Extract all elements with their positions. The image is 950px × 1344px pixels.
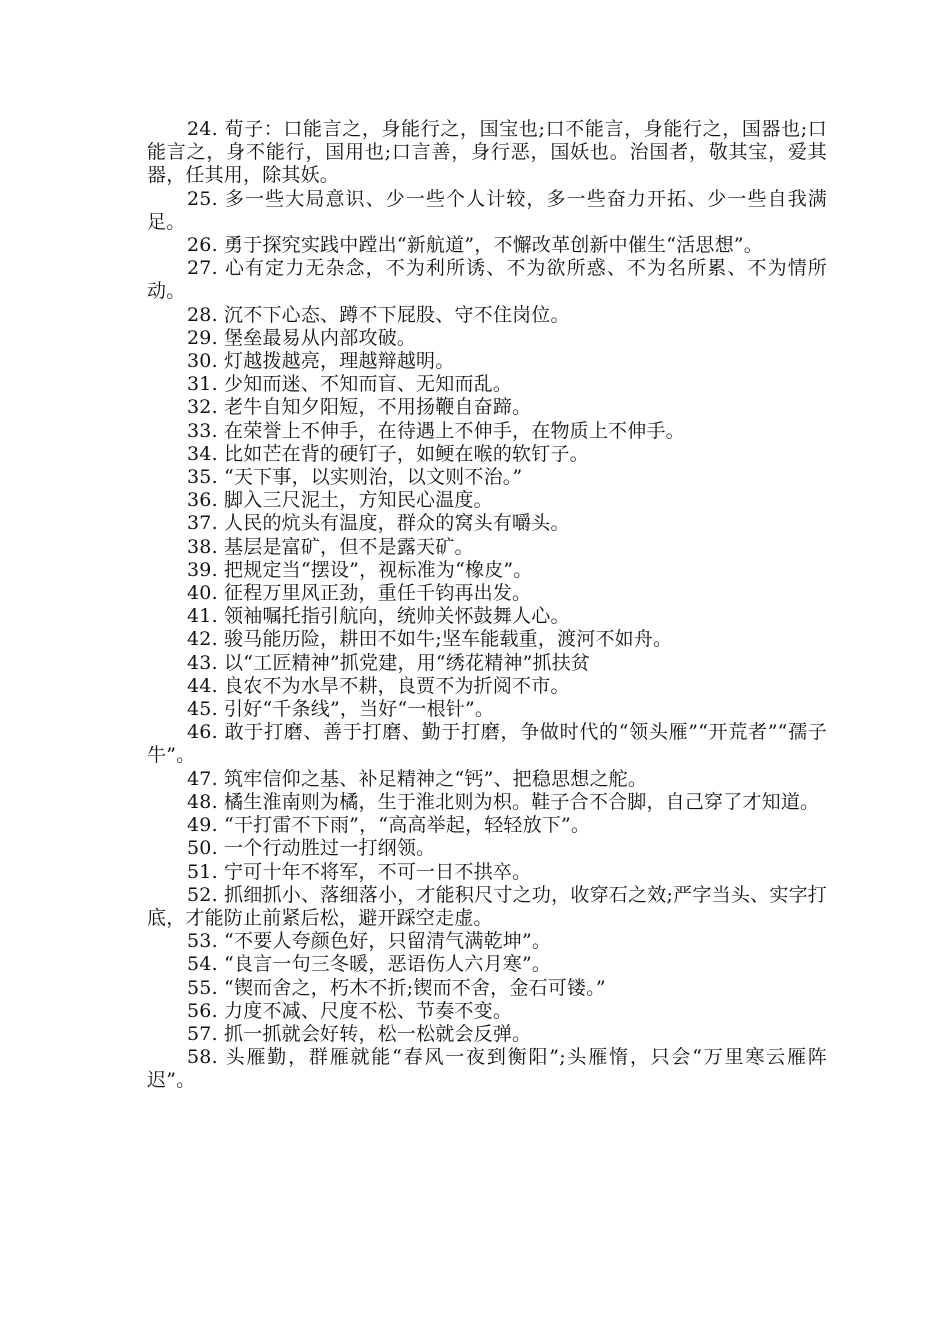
list-item: 36. 脚入三尺泥土，方知民心温度。 xyxy=(187,489,493,512)
list-item: 53. “不要人夸颜色好，只留清气满乾坤”。 xyxy=(187,930,552,953)
list-item: 55. “锲而舍之，朽木不折;锲而不舍，金石可镂。” xyxy=(187,976,606,999)
list-item: 52. 抓细抓小、落细落小，才能积尺寸之功，收穿石之效;严字当头、实字打底，才能防止前紧后松，避开踩空走虚。 xyxy=(147,883,827,929)
list-item: 54. “良言一句三冬暖，恶语伤人六月寒”。 xyxy=(187,953,552,976)
list-item: 42. 骏马能历险，耕田不如牛;坚车能载重，渡河不如舟。 xyxy=(187,628,673,651)
list-item: 32. 老牛自知夕阳短，不用扬鞭自奋蹄。 xyxy=(187,396,532,419)
list-item: 48. 橘生淮南则为橘，生于淮北则为枳。鞋子合不合脚，自己穿了才知道。 xyxy=(187,790,820,813)
list-item: 45. 引好“千条线”，当好“一根针”。 xyxy=(187,698,495,721)
list-item: 27. 心有定力无杂念，不为利所诱、不为欲所惑、不为名所累、不为情所动。 xyxy=(147,257,827,303)
list-item: 33. 在荣誉上不伸手，在待遇上不伸手，在物质上不伸手。 xyxy=(187,419,685,442)
list-item: 50. 一个行动胜过一打纲领。 xyxy=(187,837,436,860)
list-item: 37. 人民的炕头有温度，群众的窝头有嚼头。 xyxy=(187,512,570,535)
list-item: 28. 沉不下心态、蹲不下屁股、守不住岗位。 xyxy=(187,303,570,326)
list-item: 51. 宁可十年不将军，不可一日不拱卒。 xyxy=(187,860,532,883)
list-item: 44. 良农不为水旱不耕，良贾不为折阅不市。 xyxy=(187,674,570,697)
list-item: 41. 领袖嘱托指引航向，统帅关怀鼓舞人心。 xyxy=(187,605,570,628)
list-item: 39. 把规定当“摆设”，视标准为“橡皮”。 xyxy=(187,558,533,581)
list-item: 47. 筑牢信仰之基、补足精神之“钙”、把稳思想之舵。 xyxy=(187,767,648,790)
list-item: 31. 少知而迷、不知而盲、无知而乱。 xyxy=(187,373,513,396)
list-item: 46. 敢于打磨、善于打磨、勤于打磨，争做时代的“领头雁”“开荒者”“孺子牛”。 xyxy=(147,721,827,767)
list-item: 43. 以“工匠精神”抓党建，用“绣花精神”抓扶贫 xyxy=(187,651,591,674)
list-item: 40. 征程万里风正劲，重任千钧再出发。 xyxy=(187,582,532,605)
list-item: 58. 头雁勤，群雁就能“春风一夜到衡阳”;头雁惰，只会“万里寒云雁阵迟”。 xyxy=(147,1046,827,1092)
list-item: 25. 多一些大局意识、少一些个人计较，多一些奋力开拓、少一些自我满足。 xyxy=(147,187,827,233)
list-item: 57. 抓一抓就会好转，松一松就会反弹。 xyxy=(187,1022,532,1045)
list-item: 26. 勇于探究实践中蹚出“新航道”，不懈改革创新中催生“活思想”。 xyxy=(187,234,763,257)
list-item: 30. 灯越拨越亮，理越辩越明。 xyxy=(187,350,455,373)
list-item: 29. 堡垒最易从内部攻破。 xyxy=(187,326,417,349)
document-body xyxy=(147,118,827,1093)
list-item: 34. 比如芒在背的硬钉子，如鲠在喉的软钉子。 xyxy=(187,442,589,465)
list-item: 49. “干打雷不下雨”，“高高举起，轻轻放下”。 xyxy=(187,814,591,837)
list-item: 35. “天下事，以实则治，以文则不治。” xyxy=(187,466,523,489)
list-item: 24. 荀子：口能言之，身能行之，国宝也;口不能言，身能行之，国器也;口能言之，身不能行，国用也;口言善，身行恶，国妖也。治国者，敬其宝，爱其器，任其用，除其妖。 xyxy=(147,118,827,187)
list-item: 56. 力度不减、尺度不松、节奏不变。 xyxy=(187,999,513,1022)
list-item: 38. 基层是富矿，但不是露天矿。 xyxy=(187,535,474,558)
